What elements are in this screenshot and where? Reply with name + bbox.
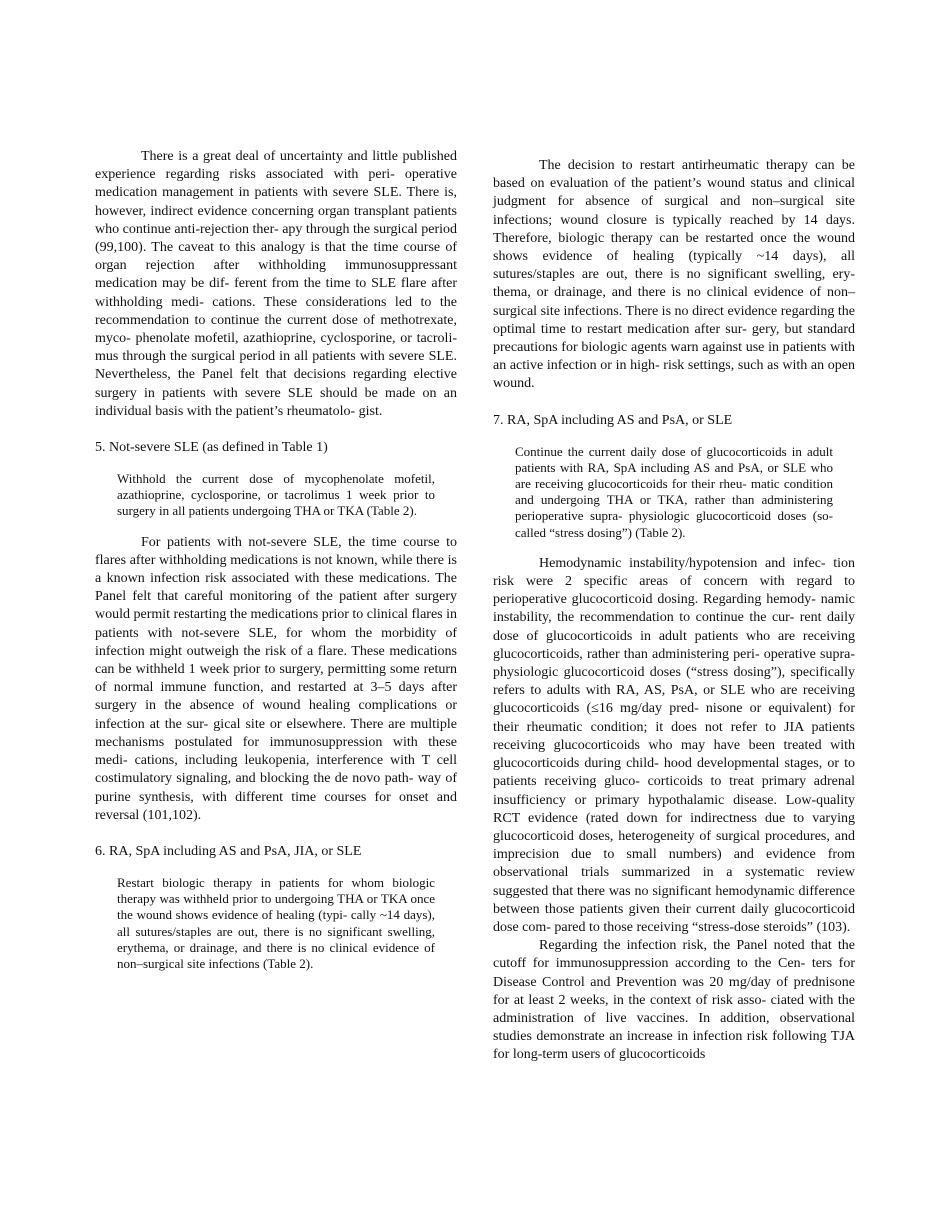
right-column (493, 157, 855, 1065)
recommendation-5: Withhold the current dose of mycophenolate mofetil, azathioprine, cyclosporine, or tacrolimus 1 week prior to surgery in all patients undergoing THA or TKA (Table 2). (117, 471, 435, 519)
paragraph-restart-therapy: The decision to restart antirheumatic therapy can be based on evaluation of the patient’s wound status and clinical judgment for absence of surgical and non–surgical site infections; wound closure is typically reached by 14 days. Therefore, biologic therapy can be restarted once the wound shows evidence of healing (typically ~14 days), all sutures/staples are out, there is no significant swelling, ery- thema, or drainage, and there is no clinical evidence of non–surgical site infections. There is no direct evidence regarding the optimal time to restart medication after sur- gery, but standard precautions for biologic agents warn against use in patients with an active infection or in high- risk settings, such as with an open wound. (493, 158, 855, 392)
recommendation-7: Continue the current daily dose of glucocorticoids in adult patients with RA, SpA including AS and PsA, or SLE who are receiving glucocorticoids for their rheu- matic condition and undergoing THA or TKA, rather than administering perioperative supra- physiologic glucocorticoid doses (so-called “stress dosing”) (Table 2). (515, 443, 833, 540)
paragraph-not-severe-sle: For patients with not-severe SLE, the time course to flares after withholding medications is not known, while there is a known infection risk associated with these medications. The Panel felt that careful monitoring of the patient after surgery would permit restarting the medications prior to clinical flares in patients with not-severe SLE, for whom the morbidity of infection might outweigh the risk of a flare. These medications can be withheld 1 week prior to surgery, permitting some return of normal immune function, and restarted at 3–5 days after surgery in the absence of wound healing complications or infection at the sur- gical site or elsewhere. There are multiple mechanisms postulated for immunosuppression with these medi- cations, including leukopenia, interference with T cell costimulatory signaling, and blocking the de novo path- way of purine synthesis, with different time courses for onset and reversal (101,102). (95, 534, 457, 823)
heading-glucocorticoids: 7. RA, SpA including AS and PsA, or SLE (493, 412, 733, 428)
paragraph-infection-risk: Regarding the infection risk, the Panel noted that the cutoff for immunosuppression according to the Cen- ters for Disease Control and Prevention was 20 mg/day of prednisone for at least 2 weeks, in the context of risk asso- ciated with the administration of live vaccines. In addition, observational studies demonstrate an increase in infection risk following TJA for long-term users of glucocorticoids (493, 938, 855, 1063)
recommendation-6: Restart biologic therapy in patients for whom biologic therapy was withheld prior to undergoing THA or TKA once the wound shows evidence of healing (typi- cally ~14 days), all sutures/staples are out, there is no significant swelling, erythema, or drainage, and there is no clinical evidence of non–surgical site infections (Table 2). (117, 874, 435, 971)
heading-restart-biologic: 6. RA, SpA including AS and PsA, JIA, or SLE (95, 843, 362, 859)
paragraph-severe-sle: There is a great deal of uncertainty and little published experience regarding risks associated with peri- operative medication management in patients with severe SLE. There is, however, indirect evidence concerning organ transplant patients who continue anti-rejection ther- apy through the surgical period (99,100). The caveat to this analogy is that the time course of organ rejection after withholding immunosuppressant medication may be dif- ferent from the time to SLE flare after withholding medi- cations. These considerations led to the recommendation to continue the current dose of methotrexate, myco- phenolate mofetil, azathioprine, cyclosporine, or tacroli- mus through the surgical period in all patients with severe SLE. Nevertheless, the Panel felt that decisions regarding elective surgery in patients with severe SLE should be made on an individual basis with the patient’s rheumatolo- gist. (95, 149, 457, 419)
paragraph-hemodynamic: Hemodynamic instability/hypotension and infec- tion risk were 2 specific areas of concern with regard to perioperative glucocorticoid dosing. Regarding hemody- namic instability, the recommendation to continue the cur- rent daily dose of glucocorticoids in adult patients who are receiving glucocorticoids, rather than administering peri- operative supra-physiologic glucocorticoid doses (“stress dosing”), specifically refers to adults with RA, AS, PsA, or SLE who are receiving glucocorticoids (≤16 mg/day pred- nisone or equivalent) for their rheumatic condition; it does not refer to JIA patients receiving glucocorticoids who may have been treated with glucocorticoids during child- hood developmental stages, or to patients receiving gluco- corticoids to treat primary adrenal insufficiency or primary hypothalamic disease. Low-quality RCT evidence (rated down for indirectness due to varying glucocorticoid doses, heterogeneity of surgical procedures, and imprecision due to small numbers) and evidence from observational trials summarized in a systematic review suggested that there was no significant hemodynamic difference between those patients given their current daily glucocorticoid dose com- pared to those receiving “stress-dose steroids” (103). (493, 555, 855, 935)
heading-not-severe-sle: 5. Not-severe SLE (as defined in Table 1) (95, 440, 328, 456)
left-column (95, 148, 457, 986)
